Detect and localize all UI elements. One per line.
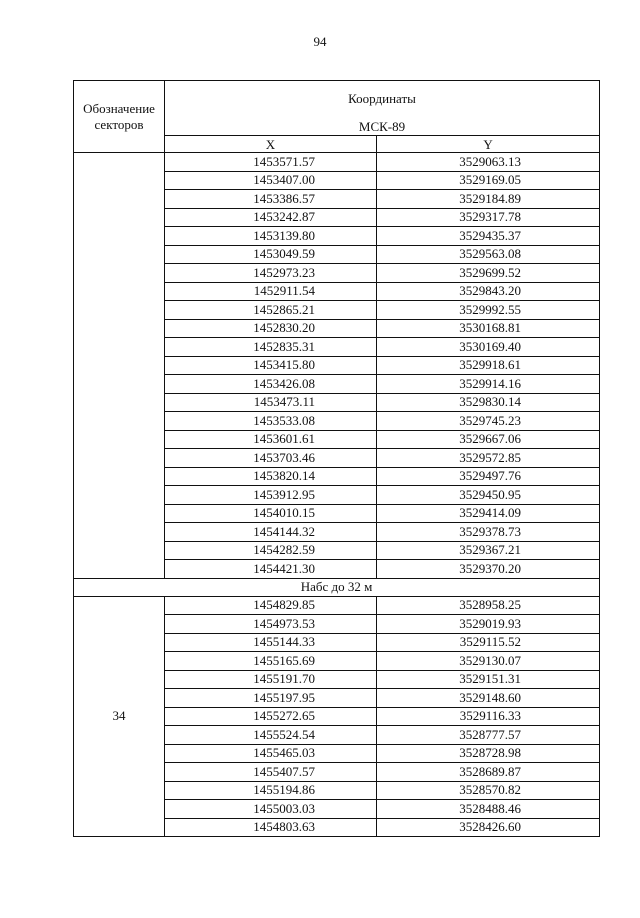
y-coordinate-cell: 3529130.07	[377, 652, 600, 671]
y-coordinate-cell: 3529699.52	[377, 264, 600, 283]
y-coordinate-cell: 3529572.85	[377, 449, 600, 468]
x-coordinate-cell: 1454973.53	[165, 615, 377, 634]
y-column-header: Y	[377, 136, 600, 153]
x-coordinate-cell: 1453415.80	[165, 356, 377, 375]
x-coordinate-cell: 1454803.63	[165, 818, 377, 837]
y-coordinate-cell: 3529843.20	[377, 282, 600, 301]
y-coordinate-cell: 3528426.60	[377, 818, 600, 837]
x-coordinate-cell: 1452830.20	[165, 319, 377, 338]
y-coordinate-cell: 3528689.87	[377, 763, 600, 782]
coordinate-system: МСК-89	[358, 119, 406, 134]
y-coordinate-cell: 3529918.61	[377, 356, 600, 375]
x-coordinate-cell: 1453601.61	[165, 430, 377, 449]
group2-body	[74, 596, 600, 837]
coordinates-title: Координаты	[348, 91, 416, 106]
x-coordinate-cell: 1454282.59	[165, 541, 377, 560]
x-coordinate-cell: 1454829.85	[165, 596, 377, 615]
x-coordinate-cell: 1455465.03	[165, 744, 377, 763]
y-coordinate-cell: 3529378.73	[377, 523, 600, 542]
y-coordinate-cell: 3529063.13	[377, 153, 600, 172]
x-coordinate-cell: 1454421.30	[165, 560, 377, 579]
group1-body	[74, 153, 600, 579]
y-coordinate-cell: 3529184.89	[377, 190, 600, 209]
y-coordinate-cell: 3529992.55	[377, 301, 600, 320]
table-row	[74, 596, 600, 615]
y-coordinate-cell: 3529317.78	[377, 208, 600, 227]
y-coordinate-cell: 3529450.95	[377, 486, 600, 505]
y-coordinate-cell: 3529370.20	[377, 560, 600, 579]
y-coordinate-cell: 3528777.57	[377, 726, 600, 745]
coordinates-column-header	[165, 81, 600, 136]
sector-header-line2: секторов	[94, 116, 144, 132]
y-coordinate-cell: 3529435.37	[377, 227, 600, 246]
y-coordinate-cell: 3529830.14	[377, 393, 600, 412]
x-coordinate-cell: 1453407.00	[165, 171, 377, 190]
y-coordinate-cell: 3529116.33	[377, 707, 600, 726]
x-coordinate-cell: 1452973.23	[165, 264, 377, 283]
x-coordinate-cell: 1454144.32	[165, 523, 377, 542]
y-coordinate-cell: 3529151.31	[377, 670, 600, 689]
x-coordinate-cell: 1453049.59	[165, 245, 377, 264]
x-coordinate-cell: 1455197.95	[165, 689, 377, 708]
y-coordinate-cell: 3529914.16	[377, 375, 600, 394]
header-row	[74, 81, 600, 136]
y-coordinate-cell: 3529367.21	[377, 541, 600, 560]
x-coordinate-cell: 1455003.03	[165, 800, 377, 819]
x-coordinate-cell: 1453242.87	[165, 208, 377, 227]
x-coordinate-cell: 1452865.21	[165, 301, 377, 320]
y-coordinate-cell: 3530169.40	[377, 338, 600, 357]
section-label: Набс до 32 м	[74, 578, 600, 596]
y-coordinate-cell: 3529414.09	[377, 504, 600, 523]
x-coordinate-cell: 1453139.80	[165, 227, 377, 246]
x-coordinate-cell: 1453426.08	[165, 375, 377, 394]
y-coordinate-cell: 3529019.93	[377, 615, 600, 634]
x-coordinate-cell: 1455144.33	[165, 633, 377, 652]
y-coordinate-cell: 3529563.08	[377, 245, 600, 264]
y-coordinate-cell: 3529115.52	[377, 633, 600, 652]
x-coordinate-cell: 1455407.57	[165, 763, 377, 782]
y-coordinate-cell: 3528570.82	[377, 781, 600, 800]
y-coordinate-cell: 3529169.05	[377, 171, 600, 190]
x-coordinate-cell: 1453571.57	[165, 153, 377, 172]
y-coordinate-cell: 3530168.81	[377, 319, 600, 338]
y-coordinate-cell: 3528958.25	[377, 596, 600, 615]
x-column-header: X	[165, 136, 377, 153]
table-row	[74, 153, 600, 172]
page-number: 94	[313, 34, 327, 49]
x-coordinate-cell: 1455191.70	[165, 670, 377, 689]
y-coordinate-cell: 3528728.98	[377, 744, 600, 763]
y-coordinate-cell: 3529148.60	[377, 689, 600, 708]
sector-id	[74, 153, 165, 579]
x-coordinate-cell: 1455524.54	[165, 726, 377, 745]
coordinates-table	[73, 80, 600, 837]
y-coordinate-cell: 3529667.06	[377, 430, 600, 449]
x-coordinate-cell: 1452911.54	[165, 282, 377, 301]
section-body	[74, 578, 600, 596]
section-row	[74, 578, 600, 596]
x-coordinate-cell: 1453820.14	[165, 467, 377, 486]
sector-id: 34	[74, 596, 165, 837]
sector-header-line1: Обозначение	[83, 100, 155, 116]
x-coordinate-cell: 1453533.08	[165, 412, 377, 431]
x-coordinate-cell: 1453386.57	[165, 190, 377, 209]
sector-column-header	[74, 81, 165, 153]
x-coordinate-cell: 1453473.11	[165, 393, 377, 412]
x-coordinate-cell: 1455272.65	[165, 707, 377, 726]
x-coordinate-cell: 1454010.15	[165, 504, 377, 523]
x-coordinate-cell: 1452835.31	[165, 338, 377, 357]
y-coordinate-cell: 3529497.76	[377, 467, 600, 486]
x-coordinate-cell: 1453703.46	[165, 449, 377, 468]
x-coordinate-cell: 1455165.69	[165, 652, 377, 671]
y-coordinate-cell: 3529745.23	[377, 412, 600, 431]
y-coordinate-cell: 3528488.46	[377, 800, 600, 819]
x-coordinate-cell: 1455194.86	[165, 781, 377, 800]
x-coordinate-cell: 1453912.95	[165, 486, 377, 505]
